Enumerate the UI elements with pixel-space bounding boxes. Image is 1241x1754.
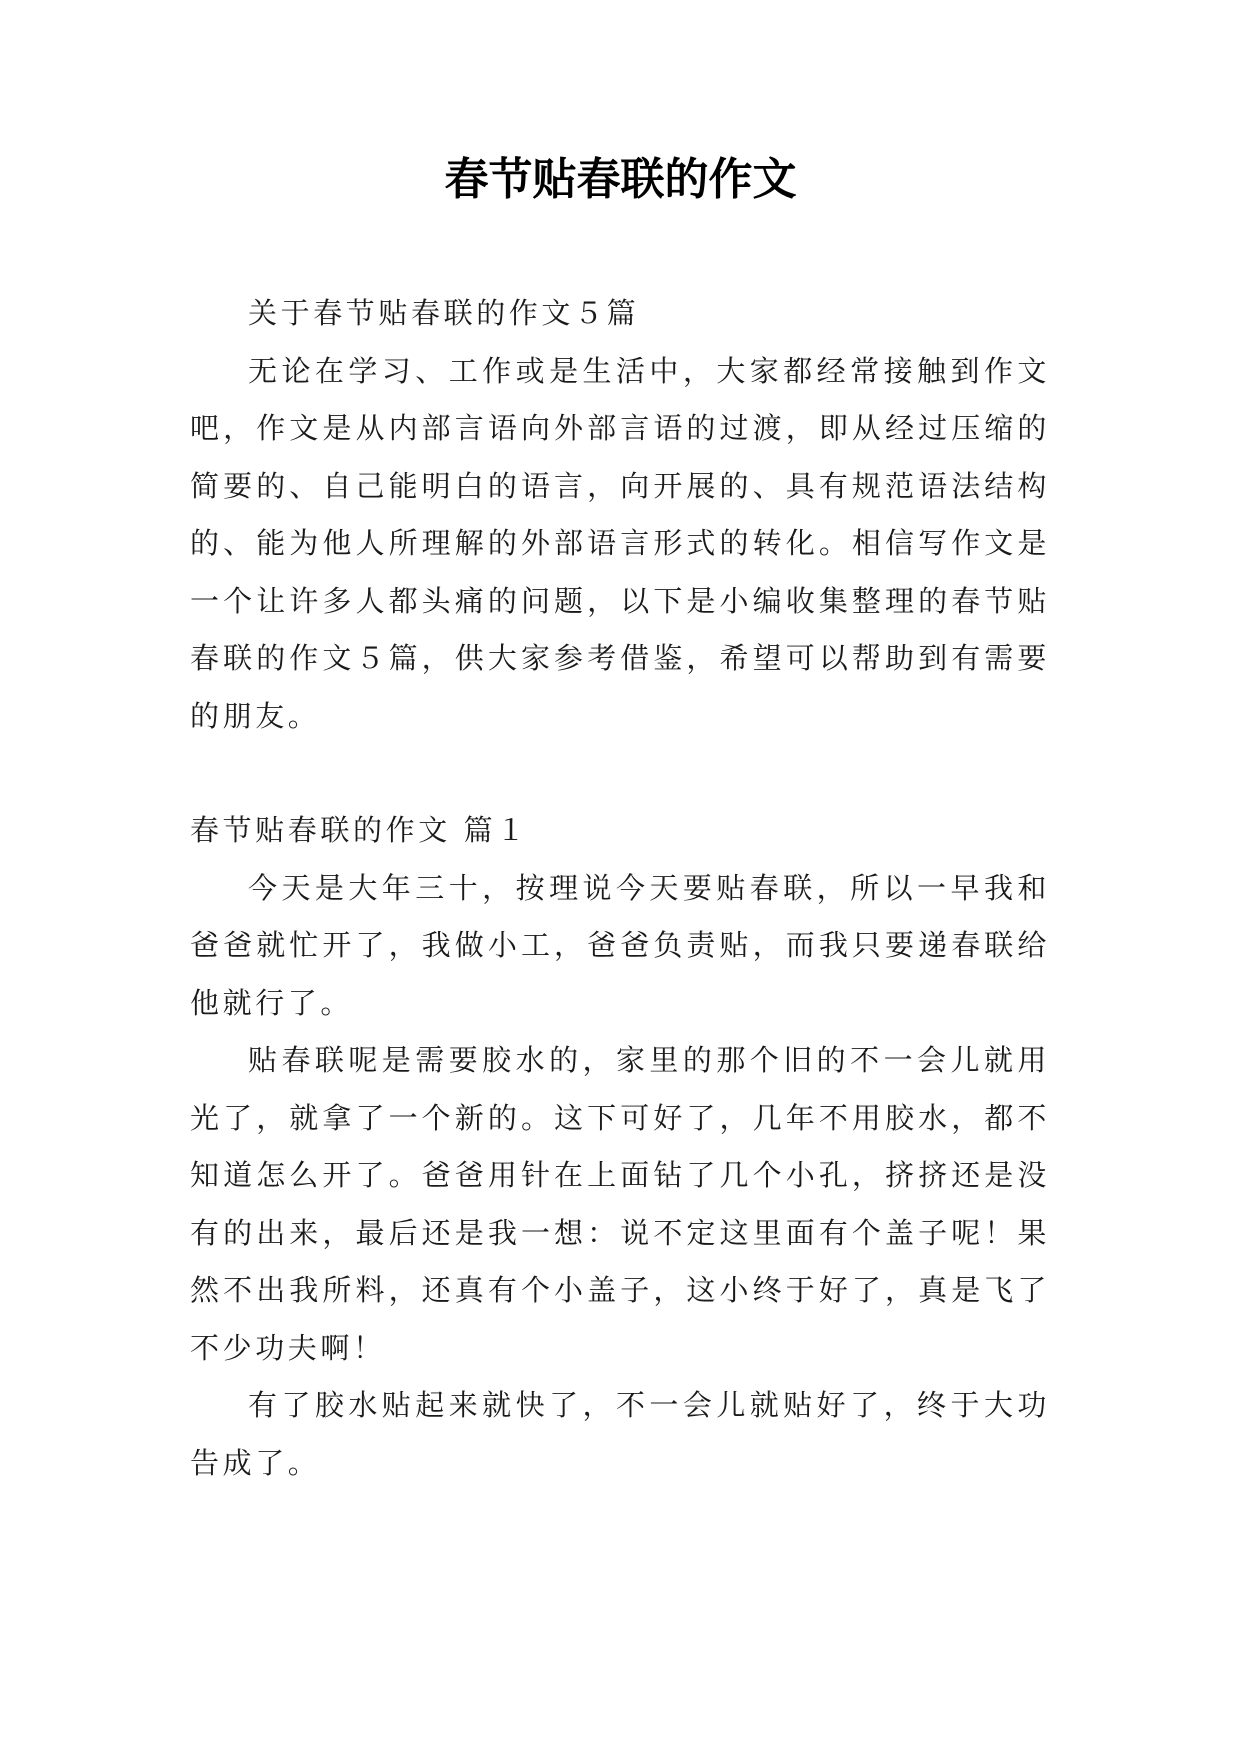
- section-heading: 春节贴春联的作文 篇１: [190, 813, 529, 847]
- intro-paragraph: 无论在学习、工作或是生活中，大家都经常接触到作文吧，作文是从内部言语向外部言语的过渡，即从经过压缩的简要的、自己能明白的语言，向开展的、具有规范语法结构的、能为他人所理解的外部语言形式的转化。相信写作文是一个让许多人都头痛的问题，以下是小编收集整理的春节贴春联的作文５篇，供大家参考借鉴，希望可以帮助到有需要的朋友。: [190, 353, 1050, 733]
- document-title: 春节贴春联的作文: [444, 154, 797, 205]
- section-paragraph: 有了胶水贴起来就快了，不一会儿就贴好了，终于大功告成了。: [190, 1388, 1050, 1480]
- intro-heading: 关于春节贴春联的作文５篇: [248, 296, 640, 330]
- section-paragraph: 今天是大年三十，按理说今天要贴春联，所以一早我和爸爸就忙开了，我做小工，爸爸负责贴，而我只要递春联给他就行了。: [190, 870, 1050, 1020]
- section-paragraph: 贴春联呢是需要胶水的，家里的那个旧的不一会儿就用光了，就拿了一个新的。这下可好了，几年不用胶水，都不知道怎么开了。爸爸用针在上面钻了几个小孔，挤挤还是没有的出来，最后还是我一想：说不定这里面有个盖子呢！果然不出我所料，还真有个小盖子，这小终于好了，真是飞了不少功夫啊！: [190, 1043, 1050, 1365]
- document-body: [190, 285, 1050, 1492]
